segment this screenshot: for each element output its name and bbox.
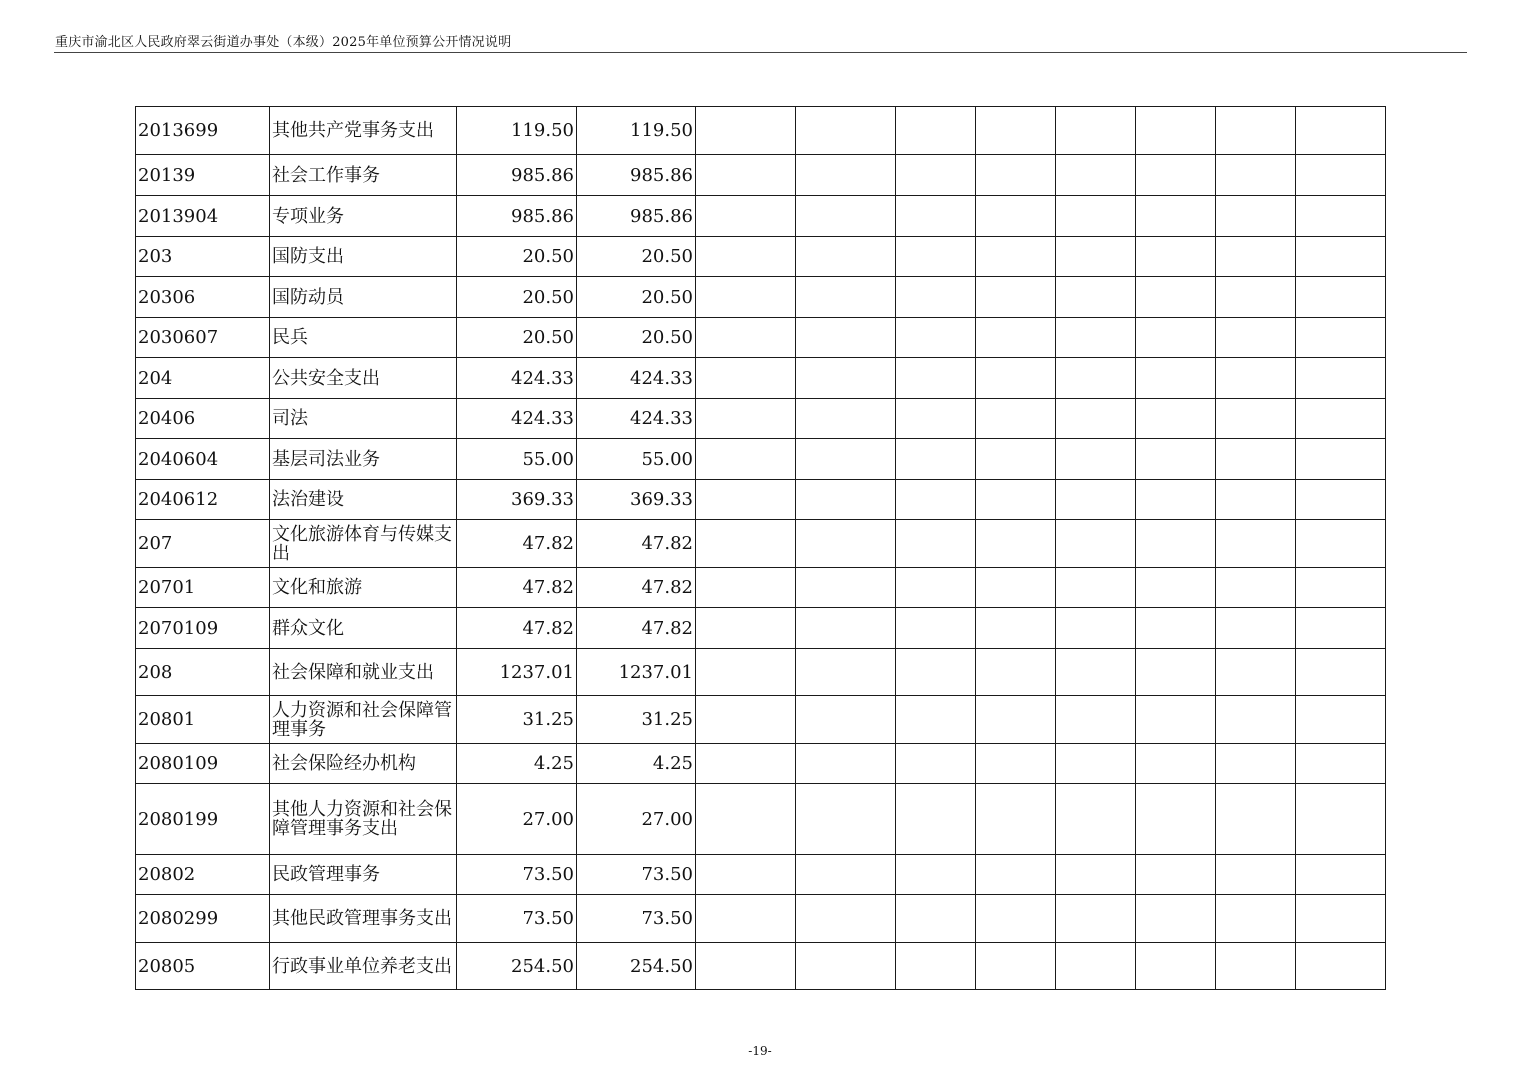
table-row <box>136 480 1386 520</box>
row-name: 专项业务 <box>270 196 457 237</box>
row-empty-cell <box>1136 318 1216 358</box>
row-empty-cell <box>696 943 796 990</box>
row-code: 2080299 <box>136 895 270 943</box>
row-empty-cell <box>1136 649 1216 696</box>
row-value-total: 424.33 <box>457 358 577 399</box>
row-empty-cell <box>976 520 1056 568</box>
row-empty-cell <box>1136 784 1216 855</box>
row-empty-cell <box>696 399 796 439</box>
row-empty-cell <box>1296 895 1386 943</box>
row-empty-cell <box>1296 696 1386 744</box>
row-empty-cell <box>1056 895 1136 943</box>
row-empty-cell <box>1056 568 1136 608</box>
row-value-total: 20.50 <box>457 237 577 277</box>
row-empty-cell <box>1296 439 1386 480</box>
row-code: 20701 <box>136 568 270 608</box>
row-empty-cell <box>1296 107 1386 155</box>
row-empty-cell <box>896 568 976 608</box>
row-value-basic: 31.25 <box>577 696 696 744</box>
row-name: 其他共产党事务支出 <box>270 107 457 155</box>
row-empty-cell <box>1056 107 1136 155</box>
row-code: 2080199 <box>136 784 270 855</box>
row-empty-cell <box>896 196 976 237</box>
row-empty-cell <box>796 399 896 439</box>
row-empty-cell <box>1296 568 1386 608</box>
row-value-basic: 55.00 <box>577 439 696 480</box>
row-value-total: 369.33 <box>457 480 577 520</box>
row-code: 2070109 <box>136 608 270 649</box>
row-empty-cell <box>796 744 896 784</box>
row-empty-cell <box>796 895 896 943</box>
row-code: 207 <box>136 520 270 568</box>
row-value-total: 119.50 <box>457 107 577 155</box>
row-name: 国防动员 <box>270 277 457 318</box>
row-empty-cell <box>1216 696 1296 744</box>
row-name: 基层司法业务 <box>270 439 457 480</box>
row-name: 民兵 <box>270 318 457 358</box>
row-code: 2013904 <box>136 196 270 237</box>
row-empty-cell <box>796 237 896 277</box>
row-value-basic: 73.50 <box>577 895 696 943</box>
row-empty-cell <box>1136 855 1216 895</box>
table-row <box>136 155 1386 196</box>
row-value-total: 424.33 <box>457 399 577 439</box>
table-row <box>136 237 1386 277</box>
header-divider <box>54 52 1467 53</box>
row-empty-cell <box>1296 399 1386 439</box>
row-empty-cell <box>896 744 976 784</box>
row-empty-cell <box>896 107 976 155</box>
row-code: 20801 <box>136 696 270 744</box>
row-empty-cell <box>1216 155 1296 196</box>
row-empty-cell <box>1216 399 1296 439</box>
row-empty-cell <box>1056 237 1136 277</box>
row-empty-cell <box>1216 895 1296 943</box>
row-name: 人力资源和社会保障管理事务 <box>270 696 457 744</box>
row-empty-cell <box>896 439 976 480</box>
row-empty-cell <box>896 399 976 439</box>
row-code: 20306 <box>136 277 270 318</box>
page-header-title: 重庆市渝北区人民政府翠云街道办事处（本级）2025年单位预算公开情况说明 <box>55 35 512 50</box>
row-empty-cell <box>1056 784 1136 855</box>
row-empty-cell <box>976 855 1056 895</box>
row-empty-cell <box>796 318 896 358</box>
row-empty-cell <box>896 520 976 568</box>
row-empty-cell <box>976 696 1056 744</box>
table-row <box>136 358 1386 399</box>
row-empty-cell <box>696 784 796 855</box>
row-value-total: 254.50 <box>457 943 577 990</box>
row-empty-cell <box>1136 568 1216 608</box>
row-empty-cell <box>1136 358 1216 399</box>
row-empty-cell <box>896 358 976 399</box>
row-empty-cell <box>696 649 796 696</box>
row-code: 20406 <box>136 399 270 439</box>
row-empty-cell <box>696 358 796 399</box>
row-code: 2040612 <box>136 480 270 520</box>
row-empty-cell <box>896 277 976 318</box>
row-empty-cell <box>896 155 976 196</box>
row-empty-cell <box>1296 943 1386 990</box>
row-code: 204 <box>136 358 270 399</box>
table-row <box>136 855 1386 895</box>
table-row <box>136 318 1386 358</box>
row-empty-cell <box>1296 744 1386 784</box>
page-number: -19- <box>748 1044 772 1058</box>
row-value-total: 985.86 <box>457 196 577 237</box>
row-empty-cell <box>1296 855 1386 895</box>
row-value-basic: 73.50 <box>577 855 696 895</box>
row-name: 社会工作事务 <box>270 155 457 196</box>
row-empty-cell <box>1056 696 1136 744</box>
row-empty-cell <box>1056 943 1136 990</box>
row-empty-cell <box>896 237 976 277</box>
row-empty-cell <box>1136 943 1216 990</box>
table-row <box>136 399 1386 439</box>
row-empty-cell <box>1216 277 1296 318</box>
row-empty-cell <box>1216 608 1296 649</box>
row-empty-cell <box>976 107 1056 155</box>
row-value-basic: 27.00 <box>577 784 696 855</box>
row-value-total: 4.25 <box>457 744 577 784</box>
row-empty-cell <box>796 155 896 196</box>
row-empty-cell <box>1136 237 1216 277</box>
row-name: 民政管理事务 <box>270 855 457 895</box>
row-empty-cell <box>1056 358 1136 399</box>
row-empty-cell <box>696 895 796 943</box>
row-empty-cell <box>696 277 796 318</box>
row-empty-cell <box>1296 196 1386 237</box>
row-empty-cell <box>696 520 796 568</box>
row-empty-cell <box>976 237 1056 277</box>
row-value-basic: 20.50 <box>577 237 696 277</box>
row-empty-cell <box>1296 608 1386 649</box>
row-empty-cell <box>976 480 1056 520</box>
table-row <box>136 943 1386 990</box>
row-empty-cell <box>696 568 796 608</box>
row-code: 20802 <box>136 855 270 895</box>
row-empty-cell <box>976 608 1056 649</box>
row-empty-cell <box>896 480 976 520</box>
row-empty-cell <box>1296 784 1386 855</box>
row-empty-cell <box>1056 520 1136 568</box>
row-empty-cell <box>1136 696 1216 744</box>
row-empty-cell <box>1136 439 1216 480</box>
table-row <box>136 439 1386 480</box>
row-empty-cell <box>976 155 1056 196</box>
table-row <box>136 744 1386 784</box>
row-empty-cell <box>896 318 976 358</box>
row-empty-cell <box>696 318 796 358</box>
row-empty-cell <box>976 277 1056 318</box>
row-empty-cell <box>696 855 796 895</box>
row-empty-cell <box>1216 784 1296 855</box>
row-code: 2013699 <box>136 107 270 155</box>
row-empty-cell <box>1056 439 1136 480</box>
row-empty-cell <box>696 480 796 520</box>
row-value-basic: 119.50 <box>577 107 696 155</box>
row-empty-cell <box>896 649 976 696</box>
row-value-basic: 369.33 <box>577 480 696 520</box>
row-empty-cell <box>696 608 796 649</box>
row-value-basic: 985.86 <box>577 196 696 237</box>
row-empty-cell <box>1136 155 1216 196</box>
row-name: 文化旅游体育与传媒支出 <box>270 520 457 568</box>
row-empty-cell <box>976 784 1056 855</box>
row-empty-cell <box>1136 399 1216 439</box>
row-value-basic: 424.33 <box>577 358 696 399</box>
row-empty-cell <box>976 196 1056 237</box>
row-value-total: 31.25 <box>457 696 577 744</box>
row-value-basic: 424.33 <box>577 399 696 439</box>
row-empty-cell <box>1216 943 1296 990</box>
row-empty-cell <box>1296 155 1386 196</box>
table-row <box>136 520 1386 568</box>
table-row <box>136 649 1386 696</box>
row-code: 20139 <box>136 155 270 196</box>
row-empty-cell <box>796 608 896 649</box>
table-row <box>136 784 1386 855</box>
row-name: 行政事业单位养老支出 <box>270 943 457 990</box>
row-empty-cell <box>1296 237 1386 277</box>
row-name: 其他民政管理事务支出 <box>270 895 457 943</box>
row-empty-cell <box>896 696 976 744</box>
table-row <box>136 196 1386 237</box>
row-empty-cell <box>976 399 1056 439</box>
row-empty-cell <box>1056 318 1136 358</box>
table-row <box>136 696 1386 744</box>
table-row <box>136 568 1386 608</box>
row-empty-cell <box>976 649 1056 696</box>
row-empty-cell <box>696 237 796 277</box>
row-empty-cell <box>1056 399 1136 439</box>
row-empty-cell <box>796 943 896 990</box>
row-code: 203 <box>136 237 270 277</box>
row-empty-cell <box>976 318 1056 358</box>
row-value-total: 73.50 <box>457 895 577 943</box>
row-name: 社会保险经办机构 <box>270 744 457 784</box>
table-row <box>136 895 1386 943</box>
row-value-basic: 47.82 <box>577 520 696 568</box>
row-empty-cell <box>696 155 796 196</box>
row-empty-cell <box>1216 744 1296 784</box>
row-value-total: 27.00 <box>457 784 577 855</box>
row-code: 2030607 <box>136 318 270 358</box>
row-empty-cell <box>1056 277 1136 318</box>
row-empty-cell <box>796 649 896 696</box>
row-empty-cell <box>976 943 1056 990</box>
row-empty-cell <box>1216 237 1296 277</box>
row-name: 其他人力资源和社会保障管理事务支出 <box>270 784 457 855</box>
row-empty-cell <box>1216 358 1296 399</box>
row-empty-cell <box>796 696 896 744</box>
row-empty-cell <box>976 568 1056 608</box>
row-empty-cell <box>1216 649 1296 696</box>
row-empty-cell <box>1056 480 1136 520</box>
row-empty-cell <box>1056 608 1136 649</box>
row-value-total: 47.82 <box>457 568 577 608</box>
row-empty-cell <box>696 696 796 744</box>
row-empty-cell <box>1216 439 1296 480</box>
row-empty-cell <box>1136 196 1216 237</box>
row-empty-cell <box>796 520 896 568</box>
row-empty-cell <box>796 439 896 480</box>
row-code: 2080109 <box>136 744 270 784</box>
row-name: 国防支出 <box>270 237 457 277</box>
row-empty-cell <box>696 744 796 784</box>
row-empty-cell <box>1056 196 1136 237</box>
row-empty-cell <box>1296 358 1386 399</box>
table-row <box>136 277 1386 318</box>
row-empty-cell <box>696 439 796 480</box>
row-empty-cell <box>1216 318 1296 358</box>
row-empty-cell <box>1056 155 1136 196</box>
row-value-basic: 47.82 <box>577 568 696 608</box>
row-name: 司法 <box>270 399 457 439</box>
row-value-total: 47.82 <box>457 520 577 568</box>
row-empty-cell <box>1216 520 1296 568</box>
row-empty-cell <box>1216 480 1296 520</box>
row-value-basic: 985.86 <box>577 155 696 196</box>
row-empty-cell <box>1296 277 1386 318</box>
row-empty-cell <box>1136 608 1216 649</box>
row-empty-cell <box>796 196 896 237</box>
row-value-basic: 20.50 <box>577 318 696 358</box>
row-empty-cell <box>976 895 1056 943</box>
row-empty-cell <box>796 480 896 520</box>
row-empty-cell <box>1216 568 1296 608</box>
row-value-total: 47.82 <box>457 608 577 649</box>
row-empty-cell <box>1136 520 1216 568</box>
row-empty-cell <box>1136 277 1216 318</box>
row-empty-cell <box>796 107 896 155</box>
budget-table <box>135 106 1386 990</box>
row-empty-cell <box>1216 107 1296 155</box>
row-value-total: 1237.01 <box>457 649 577 696</box>
row-empty-cell <box>796 358 896 399</box>
row-name: 法治建设 <box>270 480 457 520</box>
row-value-total: 73.50 <box>457 855 577 895</box>
row-empty-cell <box>1136 895 1216 943</box>
row-empty-cell <box>1296 480 1386 520</box>
row-empty-cell <box>796 277 896 318</box>
row-empty-cell <box>1216 855 1296 895</box>
row-empty-cell <box>976 358 1056 399</box>
row-empty-cell <box>896 784 976 855</box>
row-empty-cell <box>796 855 896 895</box>
row-value-total: 985.86 <box>457 155 577 196</box>
row-empty-cell <box>1056 855 1136 895</box>
row-empty-cell <box>896 855 976 895</box>
row-empty-cell <box>976 744 1056 784</box>
row-empty-cell <box>1136 480 1216 520</box>
row-name: 文化和旅游 <box>270 568 457 608</box>
row-code: 208 <box>136 649 270 696</box>
row-value-basic: 254.50 <box>577 943 696 990</box>
row-empty-cell <box>896 895 976 943</box>
row-empty-cell <box>1056 649 1136 696</box>
budget-table-body <box>136 107 1386 990</box>
row-empty-cell <box>1296 649 1386 696</box>
row-name: 公共安全支出 <box>270 358 457 399</box>
row-value-basic: 20.50 <box>577 277 696 318</box>
row-empty-cell <box>1296 318 1386 358</box>
table-row <box>136 107 1386 155</box>
row-empty-cell <box>976 439 1056 480</box>
table-row <box>136 608 1386 649</box>
row-value-total: 20.50 <box>457 318 577 358</box>
row-empty-cell <box>696 196 796 237</box>
row-empty-cell <box>1296 520 1386 568</box>
row-value-basic: 47.82 <box>577 608 696 649</box>
row-code: 20805 <box>136 943 270 990</box>
row-name: 群众文化 <box>270 608 457 649</box>
row-empty-cell <box>796 784 896 855</box>
row-empty-cell <box>1056 744 1136 784</box>
row-empty-cell <box>1216 196 1296 237</box>
row-value-total: 55.00 <box>457 439 577 480</box>
row-empty-cell <box>896 943 976 990</box>
row-empty-cell <box>796 568 896 608</box>
row-value-basic: 1237.01 <box>577 649 696 696</box>
row-empty-cell <box>896 608 976 649</box>
row-value-basic: 4.25 <box>577 744 696 784</box>
row-empty-cell <box>696 107 796 155</box>
row-empty-cell <box>1136 744 1216 784</box>
row-code: 2040604 <box>136 439 270 480</box>
row-name: 社会保障和就业支出 <box>270 649 457 696</box>
row-value-total: 20.50 <box>457 277 577 318</box>
row-empty-cell <box>1136 107 1216 155</box>
